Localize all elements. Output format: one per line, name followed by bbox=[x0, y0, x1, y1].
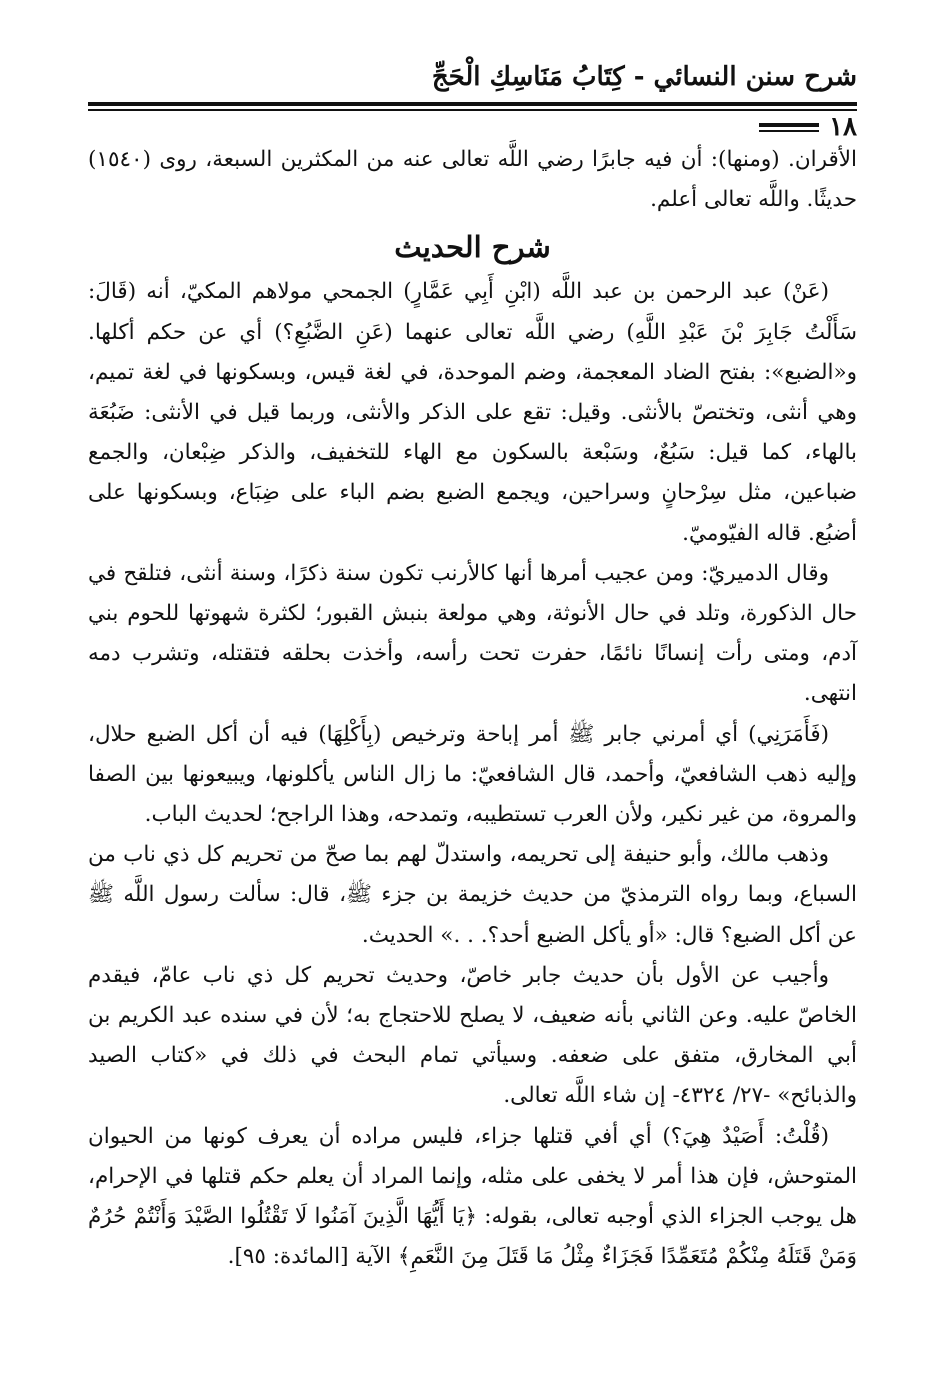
header-rule bbox=[88, 102, 857, 114]
paragraph-5: وأجيب عن الأول بأن حديث جابر خاصّ، وحديث تحريم كل ذي ناب عامّ، فيقدم الخاصّ عليه. وعن الثاني بأنه ضعيف، لا يصلح للاحتجاج به؛ لأن في سنده عبد الكريم بن أبي المخارق، متفق على ضعفه. وسيأتي تمام البحث في ذلك في «كتاب الصيد والذبائح» -٢٧/ ٤٣٢٤- إن شاء اللَّه تعالى. bbox=[88, 962, 857, 1109]
paragraph-6: (قُلْتُ: أَصَيْدٌ هِيَ؟) أي أفي قتلها جزاء، فليس مراده أن يعرف كونها من الحيوان المتوحش، فإن هذا أمر لا يخفى على مثله، وإنما المراد أن يعلم حكم قتلها في الإحرام، هل يوجب الجزاء الذي أوجبه تعالى، بقوله: ﴿يَا أَيُّهَا الَّذِينَ آمَنُوا لَا تَقْتُلُوا الصَّيْدَ وَأَنْتُمْ حُرُمٌ وَمَنْ قَتَلَهُ مِنْكُمْ مُتَعَمِّدًا فَجَزَاءٌ مِثْلُ مَا قَتَلَ مِنَ النَّعَمِ﴾ الآية [المائدة: ٩٥]. bbox=[88, 1123, 857, 1270]
paragraph-4: وذهب مالك، وأبو حنيفة إلى تحريمه، واستدلّ لهم بما صحّ من تحريم كل ذي ناب من السباع، وبما رواه الترمذيّ من حديث خزيمة بن جزء ﷺ، قال: سألت رسول اللَّه ﷺ عن أكل الضبع؟ قال: «أو يأكل الضبع أحد؟. . .» الحديث. bbox=[88, 842, 857, 948]
paragraph-3: (فَأَمَرَنِي) أي أمرني جابر ﷺ أمر إباحة وترخيص (بِأَكْلِهَا) فيه أن أكل الضبع حلال، وإليه ذهب الشافعيّ، وأحمد، قال الشافعيّ: ما زال الناس يأكلونها، ويبيعونها بين الصفا والمروة، من غير نكير، ولأن العرب تستطيبه، وتمدحه، وهذا الراجح؛ لحديث الباب. bbox=[88, 721, 857, 828]
running-header bbox=[88, 62, 857, 92]
page-number: ١٨ bbox=[829, 112, 857, 142]
page-body bbox=[88, 140, 857, 1277]
header-rule-thick bbox=[88, 102, 857, 106]
paragraph-2: وقال الدميريّ: ومن عجيب أمرها أنها كالأرنب تكون سنة ذكرًا، وسنة أنثى، فتلقح في حال الذكورة، وتلد في حال الأنوثة، وهي مولعة بنبش القبور؛ لكثرة شهوتها للحوم بني آدم، ومتى رأت إنسانًا نائمًا، حفرت تحت رأسه، وأخذت بحلقه فتقتله، وتشرب دمه انتهى. bbox=[88, 560, 857, 707]
header-rule-thin bbox=[88, 109, 857, 111]
intro-paragraph: الأقران. (ومنها): أن فيه جابرًا رضي اللَّه تعالى عنه من المكثرين السبعة، روى (١٥٤٠) حديثًا. واللَّه تعالى أعلم. bbox=[88, 147, 857, 213]
section-title: شرح الحديث bbox=[394, 230, 551, 265]
page-number-block bbox=[759, 112, 857, 142]
paragraph-1: (عَنْ) عبد الرحمن بن عبد اللَّه (ابْنِ أَبِي عَمَّارٍ) الجمحي مولاهم المكيّ، أنه (قَالَ: سَأَلْتُ جَابِرَ بْنَ عَبْدِ اللَّهِ) رضي اللَّه تعالى عنهما (عَنِ الضَّبُعِ؟) أي عن حكم أكلها. و«الضبع»: بفتح الضاد المعجمة، وضم الموحدة، في لغة قيس، وبسكونها في لغة تميم، وهي أنثى، وتختصّ بالأنثى. وقيل: تقع على الذكر والأنثى، وربما قيل في الأنثى: ضَبُعَة بالهاء، كما قيل: سَبُعٌ، وسَبْعة بالسكون مع الهاء للتخفيف، والذكر ضِبْعان، والجمع ضباعين، مثل سِرْحانٍ وسراحين، ويجمع الضبع بضم الباء على ضِبَاع، وبسكونها على أضبُع. قاله الفيّوميّ. bbox=[88, 279, 857, 546]
running-title: شرح سنن النسائي - كِتَابُ مَنَاسِكِ الْحَجِّ bbox=[431, 62, 857, 92]
page-number-ornament bbox=[759, 123, 819, 132]
